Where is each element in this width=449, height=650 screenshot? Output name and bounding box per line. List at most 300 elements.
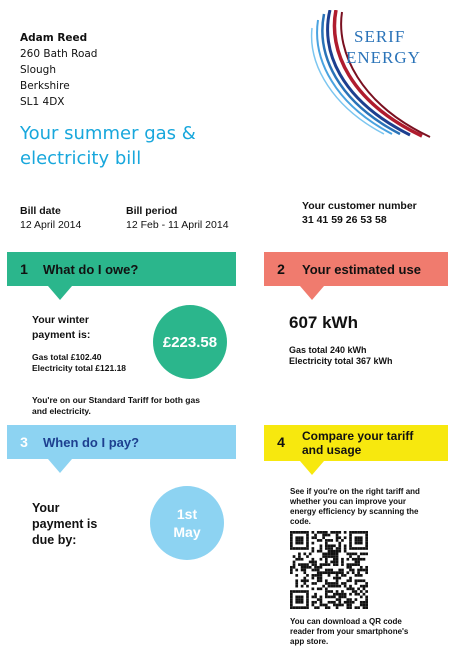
qr-module	[295, 531, 298, 534]
qr-module	[295, 596, 298, 599]
qr-module	[349, 553, 352, 556]
qr-module	[341, 590, 344, 593]
qr-module	[298, 606, 301, 609]
qr-module	[303, 571, 306, 574]
qr-module	[312, 563, 315, 566]
qr-module	[328, 555, 331, 558]
qr-module	[365, 569, 368, 572]
qr-module	[301, 590, 304, 593]
section4-pointer	[300, 461, 324, 475]
qr-module	[341, 593, 344, 596]
qr-module	[320, 563, 323, 566]
qr-module	[355, 582, 358, 585]
qr-module	[365, 596, 368, 599]
qr-module	[330, 596, 333, 599]
qr-module	[336, 555, 339, 558]
title-line: electricity bill	[20, 148, 142, 169]
qr-module	[349, 577, 352, 580]
qr-module	[306, 531, 309, 534]
qr-module	[322, 604, 325, 607]
qr-module	[360, 569, 363, 572]
due-label	[32, 500, 97, 548]
qr-module	[336, 582, 339, 585]
qr-module	[360, 604, 363, 607]
qr-module	[290, 534, 293, 537]
qr-module	[293, 563, 296, 566]
qr-module	[293, 555, 296, 558]
qr-module	[360, 531, 363, 534]
qr-module	[330, 585, 333, 588]
customer-name: Adam Reed	[20, 32, 88, 44]
qr-module	[317, 550, 320, 553]
qr-module	[363, 593, 366, 596]
qr-module	[301, 539, 304, 542]
qr-module	[357, 563, 360, 566]
qr-module	[346, 579, 349, 582]
qr-module	[365, 531, 368, 534]
qr-module	[341, 596, 344, 599]
qr-module	[325, 593, 328, 596]
qr-module	[301, 558, 304, 561]
qr-module	[338, 596, 341, 599]
qr-module	[330, 550, 333, 553]
qr-module	[312, 601, 315, 604]
qr-module	[290, 542, 293, 545]
qr-module	[341, 558, 344, 561]
qr-module	[336, 598, 339, 601]
qr-footer-line: You can download a QR code	[290, 617, 402, 626]
qr-module	[341, 574, 344, 577]
qr-module	[314, 566, 317, 569]
qr-module	[312, 550, 315, 553]
section-title: Your estimated use	[302, 261, 421, 277]
qr-module	[312, 531, 315, 534]
qr-module	[330, 547, 333, 550]
qr-module	[303, 590, 306, 593]
qr-module	[363, 569, 366, 572]
qr-module	[357, 531, 360, 534]
qr-module	[306, 544, 309, 547]
qr-module	[352, 563, 355, 566]
qr-module	[349, 579, 352, 582]
qr-module	[303, 566, 306, 569]
qr-module	[360, 558, 363, 561]
qr-footer-line: reader from your smartphone's	[290, 627, 409, 636]
qr-module	[330, 539, 333, 542]
qr-module	[365, 604, 368, 607]
section3-pointer	[48, 459, 72, 473]
qr-module	[317, 579, 320, 582]
qr-module	[328, 606, 331, 609]
qr-module	[295, 582, 298, 585]
qr-module	[303, 531, 306, 534]
amount-due: £223.58	[162, 333, 218, 351]
section4-banner	[264, 425, 448, 461]
qr-module	[355, 539, 358, 542]
qr-module	[290, 601, 293, 604]
qr-module	[330, 531, 333, 534]
usage-breakdown	[289, 345, 393, 367]
qr-module	[338, 604, 341, 607]
qr-module	[298, 601, 301, 604]
qr-module	[325, 571, 328, 574]
compare-text	[290, 487, 420, 527]
qr-module	[301, 536, 304, 539]
qr-module	[341, 604, 344, 607]
qr-module	[346, 566, 349, 569]
qr-module	[336, 577, 339, 580]
qr-module	[314, 593, 317, 596]
qr-module	[355, 547, 358, 550]
due-date-circle	[150, 486, 224, 560]
qr-module	[320, 544, 323, 547]
qr-module	[357, 561, 360, 564]
qr-module	[363, 531, 366, 534]
qr-module	[346, 604, 349, 607]
qr-module	[352, 558, 355, 561]
qr-module	[306, 574, 309, 577]
qr-module	[306, 536, 309, 539]
bill-date-label: Bill date	[20, 205, 61, 217]
qr-module	[303, 569, 306, 572]
qr-module	[352, 569, 355, 572]
qr-module	[320, 601, 323, 604]
qr-module	[295, 558, 298, 561]
qr-module	[312, 561, 315, 564]
qr-module	[349, 555, 352, 558]
compare-line: energy efficiency by scanning the	[290, 507, 419, 516]
customer-address	[20, 30, 97, 110]
qr-module	[298, 555, 301, 558]
qr-module	[306, 547, 309, 550]
qr-module	[357, 574, 360, 577]
qr-module	[333, 553, 336, 556]
qr-module	[352, 571, 355, 574]
qr-module	[349, 601, 352, 604]
qr-module	[336, 574, 339, 577]
qr-module	[333, 585, 336, 588]
qr-module	[352, 553, 355, 556]
qr-module	[295, 598, 298, 601]
qr-module	[360, 585, 363, 588]
qr-module	[312, 582, 315, 585]
qr-module	[357, 606, 360, 609]
qr-module	[295, 579, 298, 582]
section2-pointer	[300, 286, 324, 300]
address-line: Slough	[20, 64, 56, 76]
qr-module	[312, 558, 315, 561]
qr-module	[349, 547, 352, 550]
qr-module	[344, 574, 347, 577]
qr-module	[349, 566, 352, 569]
qr-module	[346, 606, 349, 609]
qr-module	[360, 579, 363, 582]
qr-module	[312, 536, 315, 539]
section3-banner	[7, 425, 236, 459]
qr-module	[320, 539, 323, 542]
qr-module	[320, 558, 323, 561]
qr-module	[301, 569, 304, 572]
customer-number-value: 31 41 59 26 53 58	[302, 214, 387, 226]
qr-module	[290, 569, 293, 572]
qr-module	[338, 536, 341, 539]
qr-module	[293, 561, 296, 564]
qr-module	[365, 553, 368, 556]
qr-module	[336, 604, 339, 607]
qr-module	[357, 593, 360, 596]
qr-module	[290, 539, 293, 542]
section-title: When do I pay?	[43, 434, 140, 450]
qr-module	[298, 553, 301, 556]
qr-module	[312, 604, 315, 607]
qr-module	[338, 571, 341, 574]
qr-module	[346, 601, 349, 604]
qr-module	[328, 563, 331, 566]
qr-module	[317, 598, 320, 601]
compare-line: See if you're on the right tariff and	[290, 487, 420, 496]
qr-module	[325, 587, 328, 590]
qr-module	[306, 596, 309, 599]
qr-module	[357, 542, 360, 545]
qr-module	[365, 601, 368, 604]
qr-module	[290, 590, 293, 593]
qr-module	[328, 539, 331, 542]
due-label-line: due by:	[32, 533, 77, 547]
qr-module	[336, 571, 339, 574]
qr-module	[336, 585, 339, 588]
qr-module	[325, 534, 328, 537]
qr-module	[352, 590, 355, 593]
qr-module	[295, 601, 298, 604]
qr-module	[322, 536, 325, 539]
qr-module	[360, 553, 363, 556]
qr-module	[338, 531, 341, 534]
qr-module	[325, 547, 328, 550]
address-line: SL1 4DX	[20, 96, 65, 108]
qr-module	[363, 604, 366, 607]
qr-module	[290, 593, 293, 596]
qr-module	[295, 547, 298, 550]
qr-module	[306, 534, 309, 537]
qr-module	[349, 569, 352, 572]
qr-module	[295, 539, 298, 542]
qr-module	[312, 577, 315, 580]
qr-module	[325, 531, 328, 534]
qr-module	[320, 571, 323, 574]
qr-module	[306, 563, 309, 566]
qr-module	[352, 547, 355, 550]
qr-module	[363, 606, 366, 609]
qr-module	[365, 534, 368, 537]
qr-module	[298, 590, 301, 593]
qr-module	[322, 571, 325, 574]
qr-module	[328, 547, 331, 550]
qr-module	[341, 563, 344, 566]
qr-module	[306, 604, 309, 607]
qr-module	[290, 544, 293, 547]
qr-module	[325, 606, 328, 609]
brand-line2: ENERGY	[346, 48, 421, 67]
qr-module	[336, 558, 339, 561]
qr-module	[346, 563, 349, 566]
section-number: 1	[20, 261, 28, 277]
qr-module	[320, 598, 323, 601]
qr-module	[295, 590, 298, 593]
gas-total: Gas total £102.40	[32, 352, 102, 362]
qr-module	[298, 536, 301, 539]
bill-date	[20, 205, 81, 231]
qr-module	[344, 550, 347, 553]
qr-module	[314, 601, 317, 604]
qr-module	[320, 596, 323, 599]
payment-label-line: payment is:	[32, 329, 91, 341]
qr-module	[346, 598, 349, 601]
qr-module	[303, 579, 306, 582]
bill-period-value: 12 Feb - 11 April 2014	[126, 219, 229, 231]
qr-module	[338, 542, 341, 545]
qr-module	[290, 606, 293, 609]
qr-module	[301, 585, 304, 588]
compare-line: whether you can improve your	[290, 497, 407, 506]
qr-module	[290, 571, 293, 574]
qr-module	[355, 558, 358, 561]
qr-module	[352, 531, 355, 534]
qr-module	[338, 593, 341, 596]
qr-module	[336, 563, 339, 566]
qr-module	[360, 596, 363, 599]
section-number: 4	[277, 434, 285, 450]
qr-module	[360, 536, 363, 539]
due-label-line: Your	[32, 501, 60, 515]
qr-module	[344, 596, 347, 599]
bill-period	[126, 205, 229, 231]
qr-module	[293, 606, 296, 609]
qr-module	[357, 558, 360, 561]
qr-module	[341, 582, 344, 585]
qr-module	[320, 531, 323, 534]
qr-module	[333, 604, 336, 607]
qr-module	[344, 536, 347, 539]
gas-usage: Gas total 240 kWh	[289, 345, 367, 355]
qr-module	[328, 574, 331, 577]
qr-module	[295, 606, 298, 609]
section-title-line: and usage	[302, 443, 362, 457]
qr-module	[303, 553, 306, 556]
due-date-line: May	[173, 524, 201, 540]
qr-module	[365, 536, 368, 539]
qr-module	[349, 563, 352, 566]
qr-module	[349, 585, 352, 588]
qr-module	[357, 555, 360, 558]
qr-module	[346, 558, 349, 561]
qr-module	[328, 582, 331, 585]
qr-module	[298, 596, 301, 599]
section2-banner	[264, 252, 448, 286]
qr-module	[355, 574, 358, 577]
qr-module	[333, 558, 336, 561]
qr-module	[317, 587, 320, 590]
electricity-total: Electricity total £121.18	[32, 363, 127, 373]
qr-module	[306, 601, 309, 604]
qr-module	[336, 590, 339, 593]
qr-module	[330, 601, 333, 604]
qr-module	[336, 561, 339, 564]
qr-module	[333, 550, 336, 553]
qr-module	[338, 544, 341, 547]
tariff-line: and electricity.	[32, 406, 91, 416]
qr-module	[320, 579, 323, 582]
qr-footer-line: app store.	[290, 637, 329, 646]
qr-module	[306, 555, 309, 558]
qr-module	[341, 569, 344, 572]
qr-module	[349, 534, 352, 537]
qr-module	[336, 536, 339, 539]
qr-module	[314, 606, 317, 609]
qr-module	[322, 585, 325, 588]
qr-module	[355, 598, 358, 601]
qr-module	[301, 579, 304, 582]
qr-module	[357, 571, 360, 574]
qr-module	[346, 587, 349, 590]
qr-module	[325, 596, 328, 599]
qr-module	[346, 553, 349, 556]
qr-module	[355, 579, 358, 582]
qr-module	[293, 547, 296, 550]
qr-module	[357, 569, 360, 572]
qr-module	[360, 547, 363, 550]
qr-module	[360, 539, 363, 542]
qr-module	[338, 577, 341, 580]
qr-module	[328, 601, 331, 604]
qr-module	[330, 553, 333, 556]
qr-module	[293, 590, 296, 593]
qr-module	[330, 582, 333, 585]
qr-module	[355, 561, 358, 564]
qr-module	[355, 563, 358, 566]
qr-module	[317, 531, 320, 534]
qr-module	[322, 563, 325, 566]
qr-module	[344, 544, 347, 547]
qr-module	[344, 582, 347, 585]
qr-module	[317, 571, 320, 574]
qr-module	[363, 547, 366, 550]
bill-title	[20, 121, 300, 171]
qr-module	[333, 596, 336, 599]
title-line: Your summer gas &	[20, 123, 196, 144]
section1-pointer	[48, 286, 72, 300]
qr-module	[336, 593, 339, 596]
qr-module	[322, 534, 325, 537]
qr-module	[317, 569, 320, 572]
qr-module	[360, 590, 363, 593]
qr-module	[333, 601, 336, 604]
qr-module	[352, 587, 355, 590]
qr-module	[349, 544, 352, 547]
qr-module	[330, 544, 333, 547]
qr-module	[344, 593, 347, 596]
due-date-line: 1st	[176, 506, 198, 522]
qr-module	[325, 555, 328, 558]
qr-module	[336, 539, 339, 542]
qr-module	[365, 598, 368, 601]
qr-module	[301, 596, 304, 599]
qr-module	[333, 561, 336, 564]
qr-module	[301, 606, 304, 609]
qr-code[interactable]	[290, 531, 368, 609]
qr-module	[306, 542, 309, 545]
qr-module	[298, 563, 301, 566]
qr-module	[320, 566, 323, 569]
